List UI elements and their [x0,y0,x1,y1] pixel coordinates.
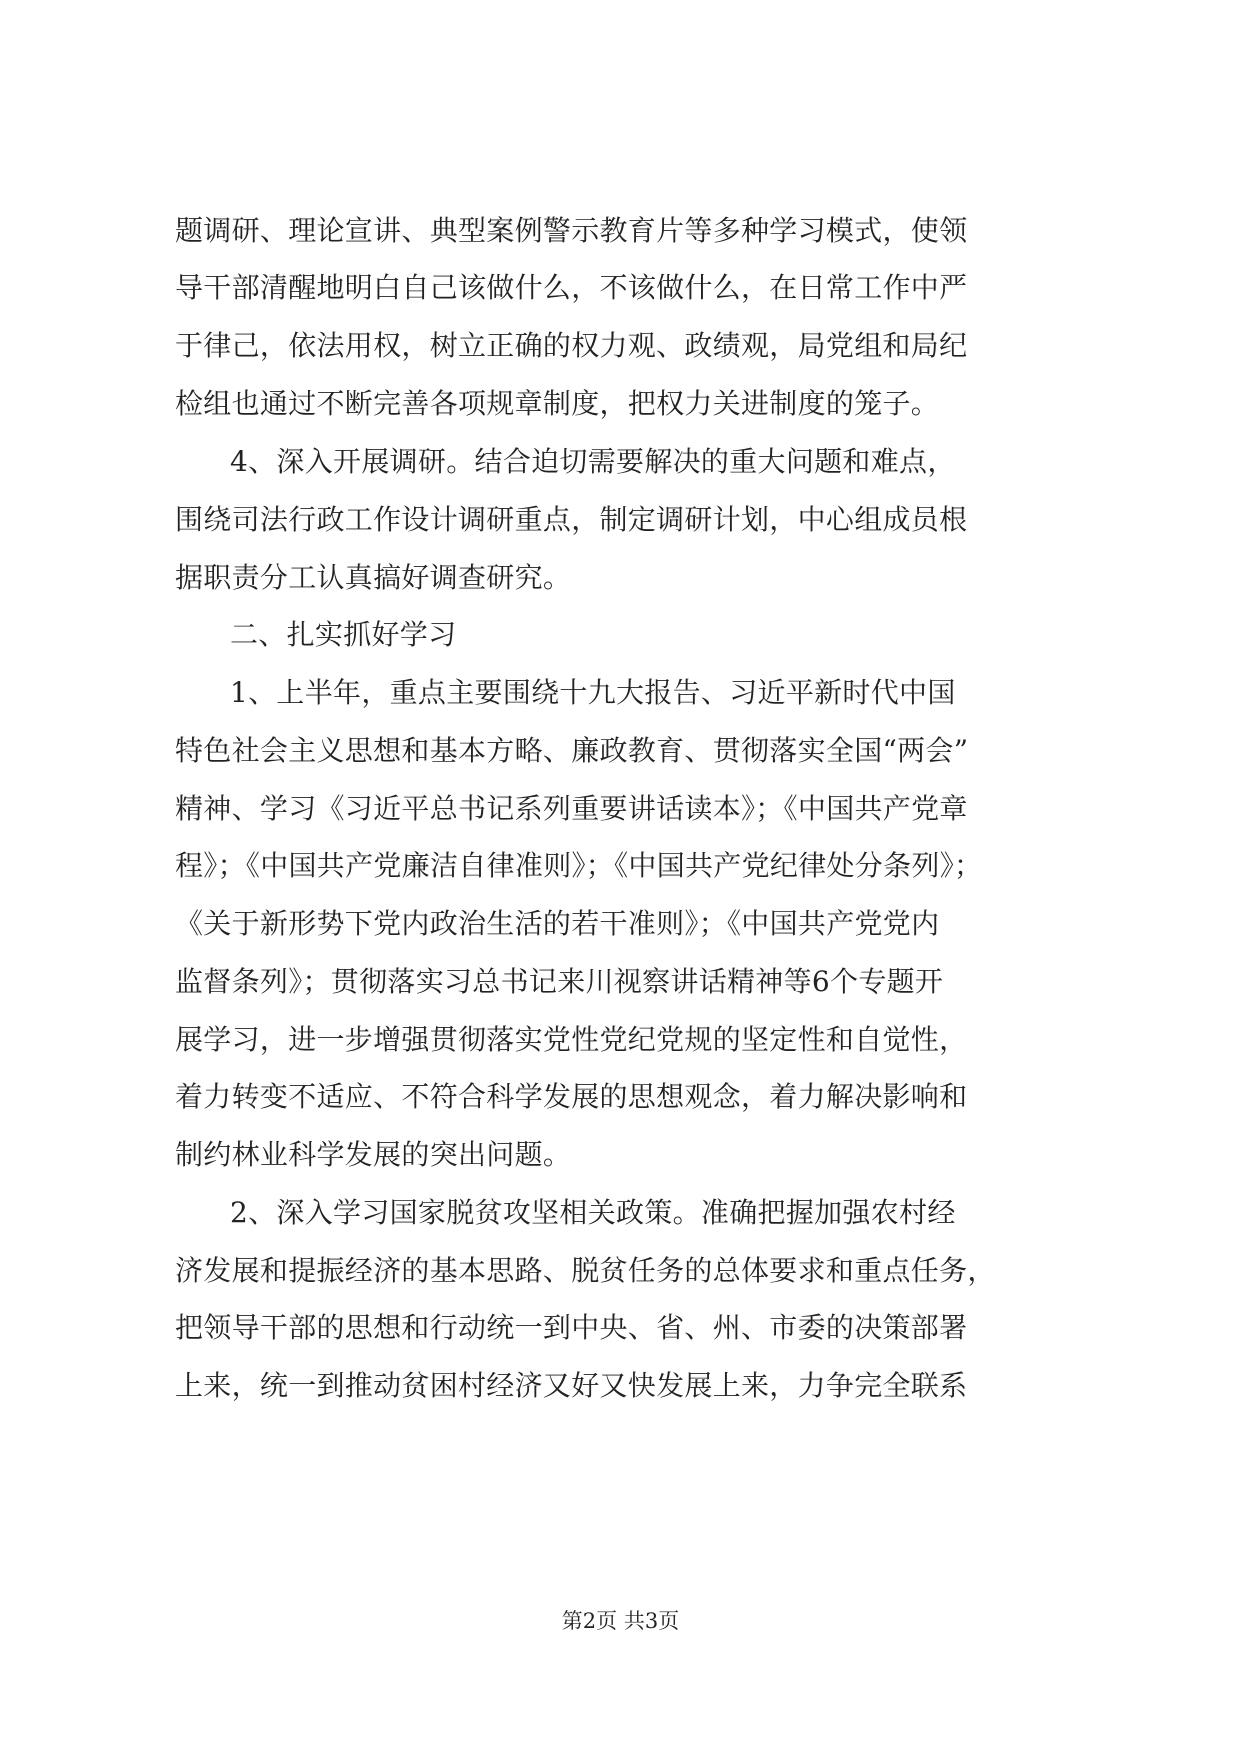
text-line: 精神、学习《习近平总书记系列重要讲话读本》；《中国共产党章 [175,792,968,825]
section-heading: 二、扎实抓好学习 [230,618,457,651]
page-number: 第2页 共3页 [561,1609,680,1633]
text-line: 题调研、理论宣讲、典型案例警示教育片等多种学习模式，使领 [175,214,968,247]
text-line: 上来，统一到推动贫困村经济又好又快发展上来，力争完全联系 [175,1369,968,1402]
text-line: 制约林业科学发展的突出问题。 [175,1138,572,1171]
text-line: 程》；《中国共产党廉洁自律准则》；《中国共产党纪律处分条列》； [175,849,983,882]
text-line: 特色社会主义思想和基本方略、廉政教育、贯彻落实全国“两会” [175,734,969,767]
text-line: 据职责分工认真搞好调查研究。 [175,561,572,594]
text-line: 展学习，进一步增强贯彻落实党性党纪党规的坚定性和自觉性， [175,1023,968,1056]
text-line: 《关于新形势下党内政治生活的若干准则》；《中国共产党党内 [175,907,940,940]
text-line: 着力转变不适应、不符合科学发展的思想观念，着力解决影响和 [175,1080,968,1113]
paragraph-first-line: 1、上半年，重点主要围绕十九大报告、习近平新时代中国 [230,676,956,709]
paragraph-first-line: 4、深入开展调研。结合迫切需要解决的重大问题和难点， [230,445,956,478]
text-line: 围绕司法行政工作设计调研重点，制定调研计划，中心组成员根 [175,503,968,536]
text-line: 监督条列》；贯彻落实习总书记来川视察讲话精神等6个专题开 [175,965,944,998]
text-line: 于律己，依法用权，树立正确的权力观、政绩观，局党组和局纪 [175,329,968,362]
text-line: 导干部清醒地明白自己该做什么，不该做什么，在日常工作中严 [175,271,968,304]
paragraph-first-line: 2、深入学习国家脱贫攻坚相关政策。准确把握加强农村经 [230,1196,956,1229]
text-line: 把领导干部的思想和行动统一到中央、省、州、市委的决策部署 [175,1311,968,1344]
text-line: 检组也通过不断完善各项规章制度，把权力关进制度的笼子。 [175,387,940,420]
text-line: 济发展和提振经济的基本思路、脱贫任务的总体要求和重点任务， [175,1254,996,1287]
